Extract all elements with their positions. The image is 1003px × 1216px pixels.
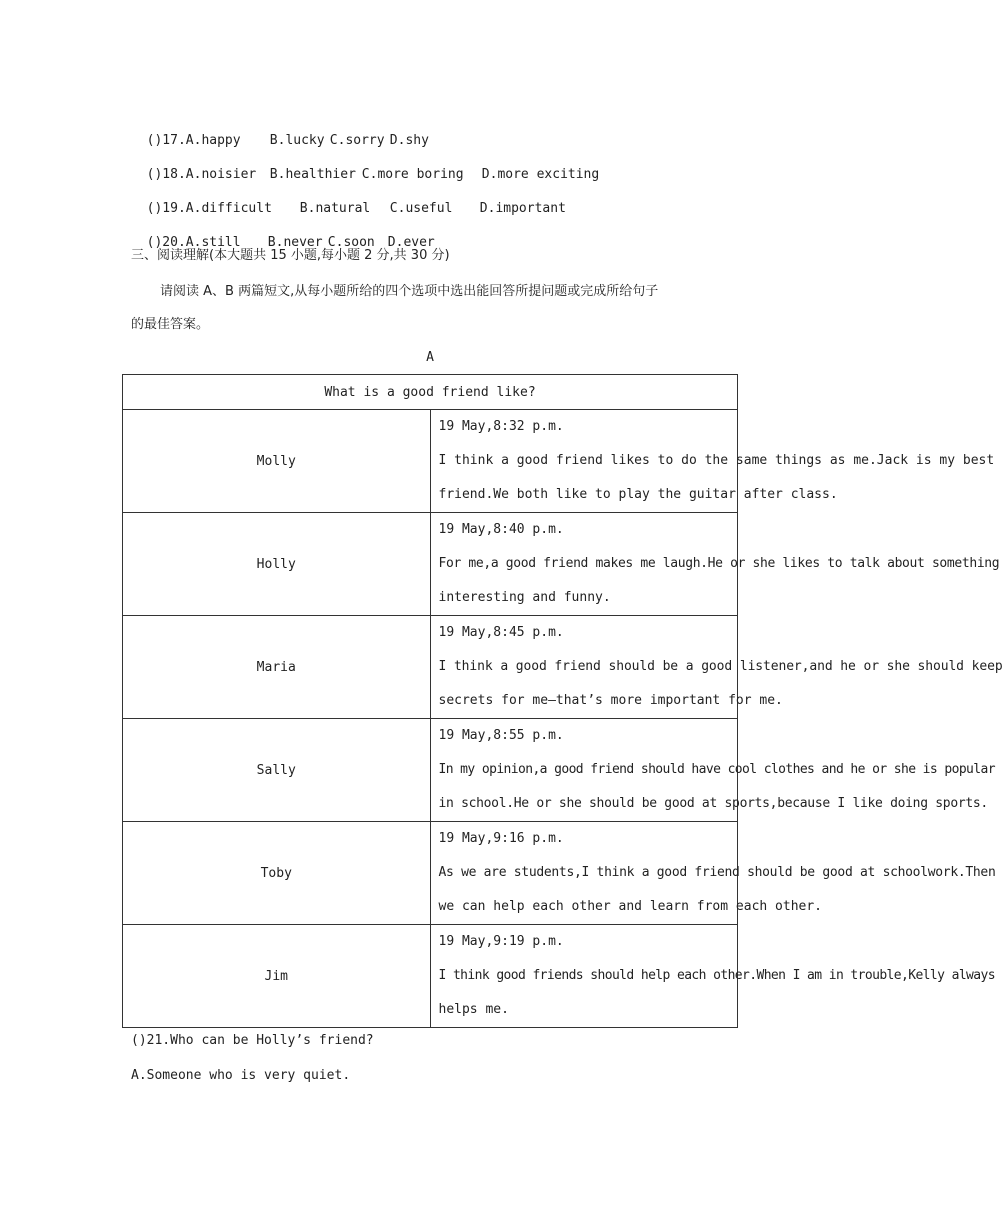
post-text-line: I think a good friend likes to do the same things as me.Jack is my best [438, 453, 995, 468]
option-c: C.useful [389, 201, 453, 216]
passage-label: A [426, 350, 434, 365]
question-21-stem: ()21.Who can be Holly’s friend? [131, 1033, 374, 1048]
post-text-line: helps me. [438, 1002, 509, 1017]
table-row [123, 925, 738, 1028]
post-text-line: we can help each other and learn from each other. [438, 899, 823, 914]
post-text-line: interesting and funny. [438, 590, 611, 605]
option-c: C.more boring [361, 167, 464, 182]
post-text-line: I think good friends should help each other.When I am in trouble,Kelly always [438, 968, 995, 983]
post-content [430, 925, 995, 1028]
option-b: B.natural [299, 201, 371, 216]
table-row [123, 513, 738, 616]
option-d: D.more exciting [481, 167, 600, 182]
option-c: C.sorry [329, 133, 385, 148]
question-number: ()19. [146, 201, 186, 216]
post-content [430, 513, 1000, 616]
poster-name: Holly [123, 513, 431, 616]
post-text-line: In my opinion,a good friend should have cool clothes and he or she is popular [438, 762, 995, 777]
poster-name: Sally [123, 719, 431, 822]
post-text-line: friend.We both like to play the guitar after class. [438, 487, 838, 502]
option-c: C.soon [327, 235, 375, 250]
post-text-line: I think a good friend should be a good listener,and he or she should keep [438, 659, 1003, 674]
table-header-row [123, 375, 738, 410]
post-content [430, 822, 996, 925]
question-number: ()17. [146, 133, 186, 148]
option-a: A.happy [185, 133, 241, 148]
post-time: 19 May,8:45 p.m. [438, 625, 564, 640]
post-time: 19 May,8:55 p.m. [438, 728, 564, 743]
option-a: A.noisier [185, 167, 257, 182]
post-time: 19 May,8:40 p.m. [438, 522, 564, 537]
poster-name: Toby [123, 822, 431, 925]
post-text-line: in school.He or she should be good at sports,because I like doing sports. [438, 796, 988, 811]
post-time: 19 May,9:16 p.m. [438, 831, 564, 846]
option-d: D.important [479, 201, 566, 216]
post-content [430, 616, 1003, 719]
table-row [123, 822, 738, 925]
poster-name: Molly [123, 410, 431, 513]
table-row [123, 410, 738, 513]
option-b: B.lucky [269, 133, 325, 148]
option-b: B.healthier [269, 167, 356, 182]
table-row [123, 719, 738, 822]
forum-table [122, 374, 1003, 1028]
post-text-line: For me,a good friend makes me laugh.He or she likes to talk about something [438, 556, 1000, 571]
question-21-option-a: A.Someone who is very quiet. [131, 1068, 351, 1083]
option-b: B.never [267, 235, 323, 250]
table-row [123, 616, 738, 719]
section-instruction-line2: 的最佳答案。 [131, 317, 210, 332]
table-title: What is a good friend like? [123, 375, 738, 410]
option-d: D.shy [389, 133, 429, 148]
post-content [430, 410, 995, 513]
section-heading: 三、阅读理解(本大题共 15 小题,每小题 2 分,共 30 分) [131, 248, 450, 263]
option-d: D.ever [387, 235, 435, 250]
option-a: A.difficult [185, 201, 272, 216]
poster-name: Maria [123, 616, 431, 719]
post-text-line: As we are students,I think a good friend should be good at schoolwork.Then [438, 865, 996, 880]
post-text-line: secrets for me—that’s more important for me. [438, 693, 783, 708]
question-number: ()20. [146, 235, 186, 250]
question-number: ()18. [146, 167, 186, 182]
post-time: 19 May,8:32 p.m. [438, 419, 564, 434]
section-instruction-line1: 请阅读 A、B 两篇短文,从每小题所给的四个选项中选出能回答所提问题或完成所给句子 [160, 284, 659, 299]
post-content [430, 719, 995, 822]
option-a: A.still [185, 235, 241, 250]
post-time: 19 May,9:19 p.m. [438, 934, 564, 949]
poster-name: Jim [123, 925, 431, 1028]
